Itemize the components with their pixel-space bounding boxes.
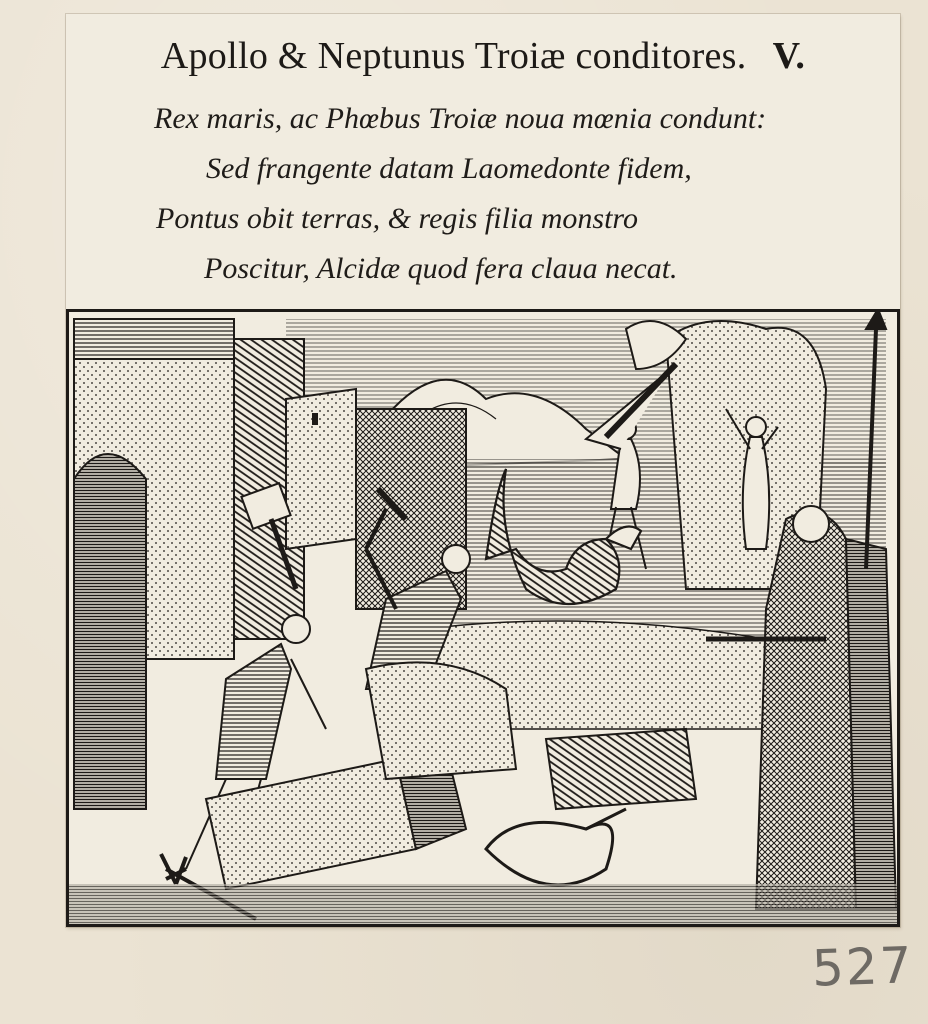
verse-line-4: Poscitur, Alcidæ quod fera claua necat. bbox=[204, 252, 678, 285]
title-text: Apollo & Neptunus Troiæ conditores. bbox=[160, 35, 747, 77]
verse-line-2: Sed frangente datam Laomedonte fidem, bbox=[206, 152, 692, 185]
verse-line-1: Rex maris, ac Phœbus Troiæ noua mœnia condunt: bbox=[154, 102, 767, 135]
woodcut-illustration bbox=[66, 309, 900, 927]
page-title bbox=[66, 34, 900, 78]
title-numeral: V. bbox=[772, 35, 806, 77]
verse-line-3: Pontus obit terras, & regis filia monstro bbox=[156, 202, 638, 235]
catalog-number: 527 bbox=[811, 936, 915, 998]
